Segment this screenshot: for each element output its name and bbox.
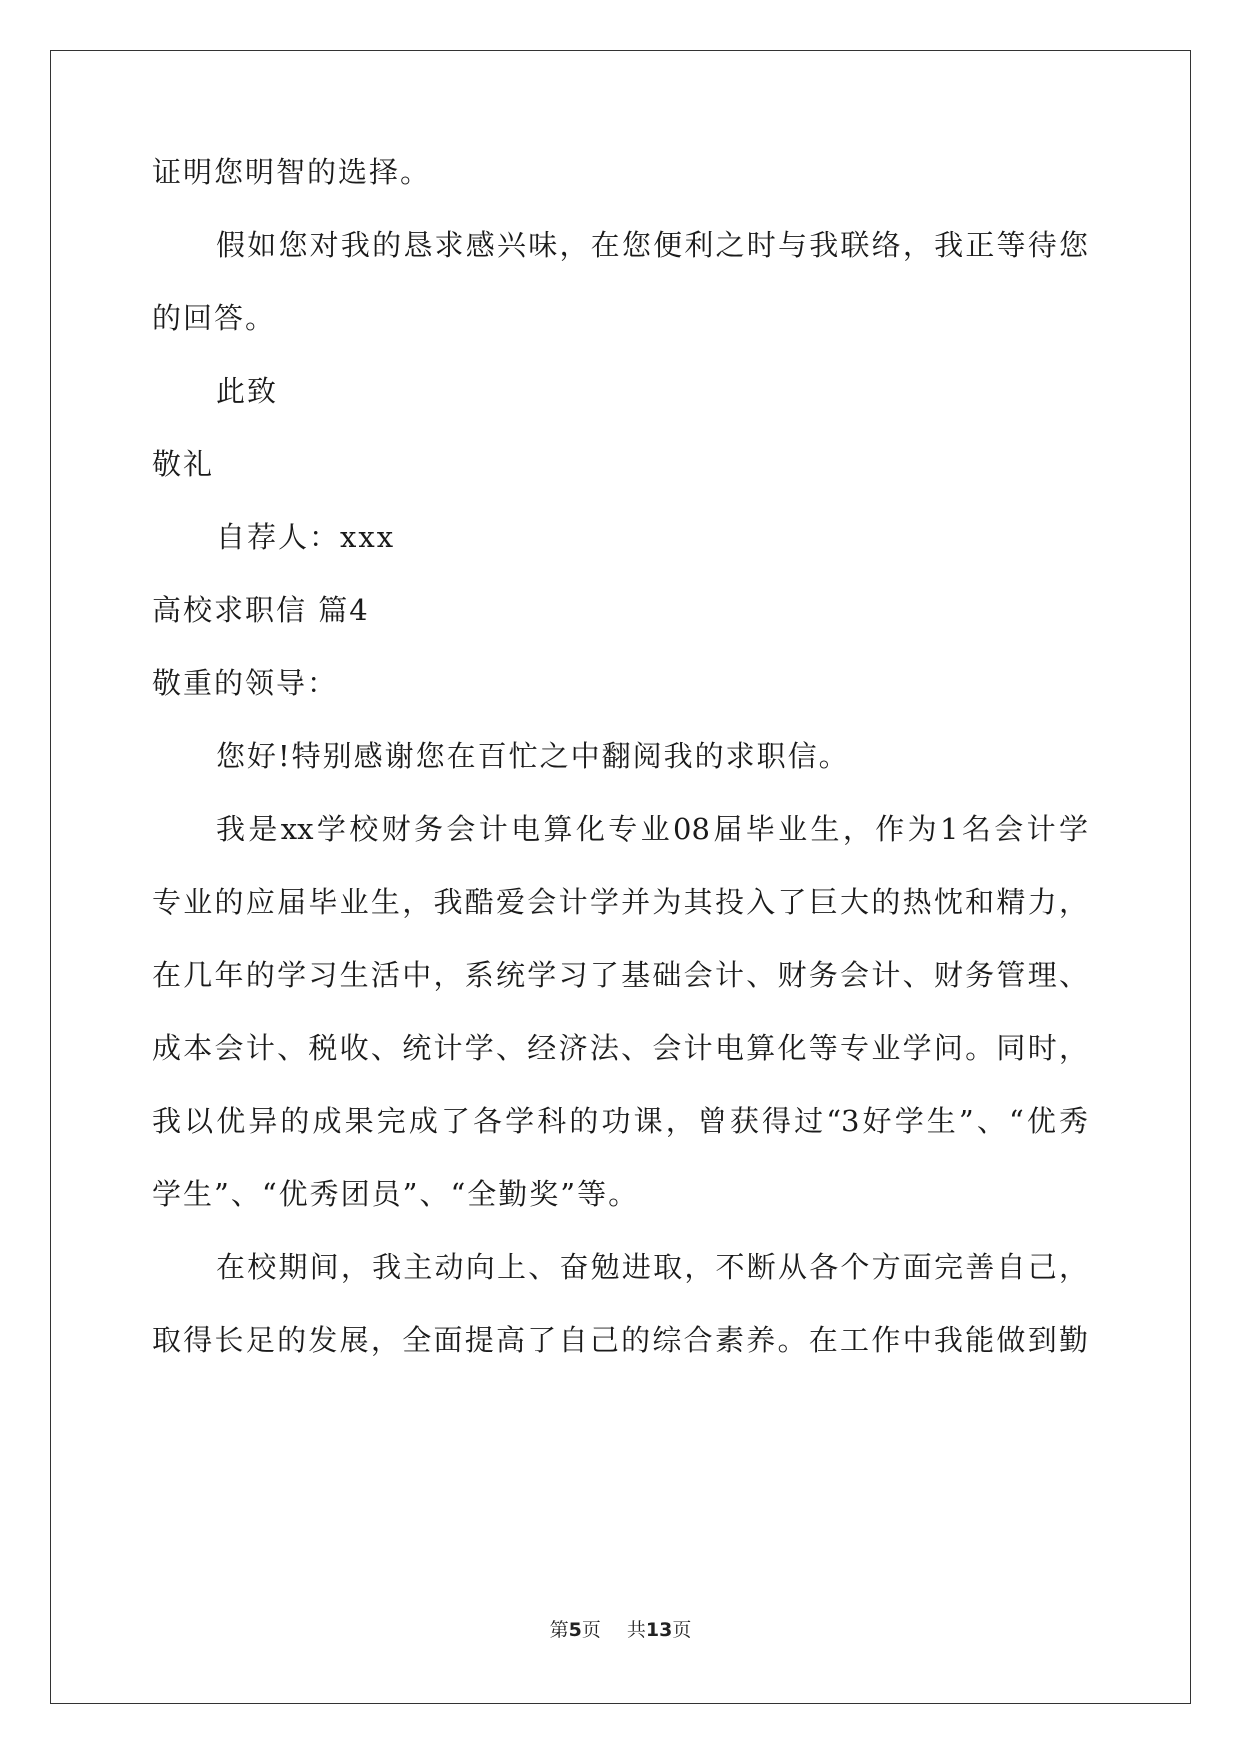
text-line-15: 学生”、“优秀团员”、“全勤奖”等。 [152, 1177, 640, 1211]
salutation-regards: 敬礼 [152, 447, 215, 481]
text-line-13: 成本会计、税收、统计学、经济法、会计电算化等专业学问。同时， [152, 1031, 1088, 1065]
footer-total-suffix: 页 [672, 1619, 692, 1641]
text-line-10: 我是xx学校财务会计电算化专业08届毕业生，作为1名会计学 [216, 812, 1088, 846]
section-heading: 高校求职信 篇4 [152, 593, 370, 627]
text-line-1: 证明您明智的选择。 [152, 155, 432, 189]
footer-total-prefix: 共 [626, 1619, 646, 1641]
text-line-11: 专业的应届毕业生，我酷爱会计学并为其投入了巨大的热忱和精力， [152, 885, 1088, 919]
salutation-closing: 此致 [216, 374, 279, 408]
footer-total-pages: 13 [645, 1619, 673, 1641]
text-line-14: 我以优异的成果完成了各学科的功课，曾获得过“3好学生”、“优秀 [152, 1104, 1088, 1138]
text-line-3: 的回答。 [152, 301, 277, 335]
text-line-9: 您好!特别感谢您在百忙之中翻阅我的求职信。 [216, 739, 850, 773]
text-line-2: 假如您对我的恳求感兴味，在您便利之时与我联络，我正等待您 [216, 228, 1088, 262]
text-line-16: 在校期间，我主动向上、奋勉进取，不断从各个方面完善自己， [216, 1250, 1088, 1284]
page-footer [0, 1618, 1241, 1642]
footer-page-suffix: 页 [581, 1619, 601, 1641]
signature-line: 自荐人：xxx [216, 520, 396, 554]
text-line-12: 在几年的学习生活中，系统学习了基础会计、财务会计、财务管理、 [152, 958, 1088, 992]
letter-greeting: 敬重的领导： [152, 666, 339, 700]
footer-current-page: 5 [568, 1619, 582, 1641]
footer-page-prefix: 第 [549, 1619, 569, 1641]
text-line-17: 取得长足的发展，全面提高了自己的综合素养。在工作中我能做到勤 [152, 1323, 1088, 1357]
